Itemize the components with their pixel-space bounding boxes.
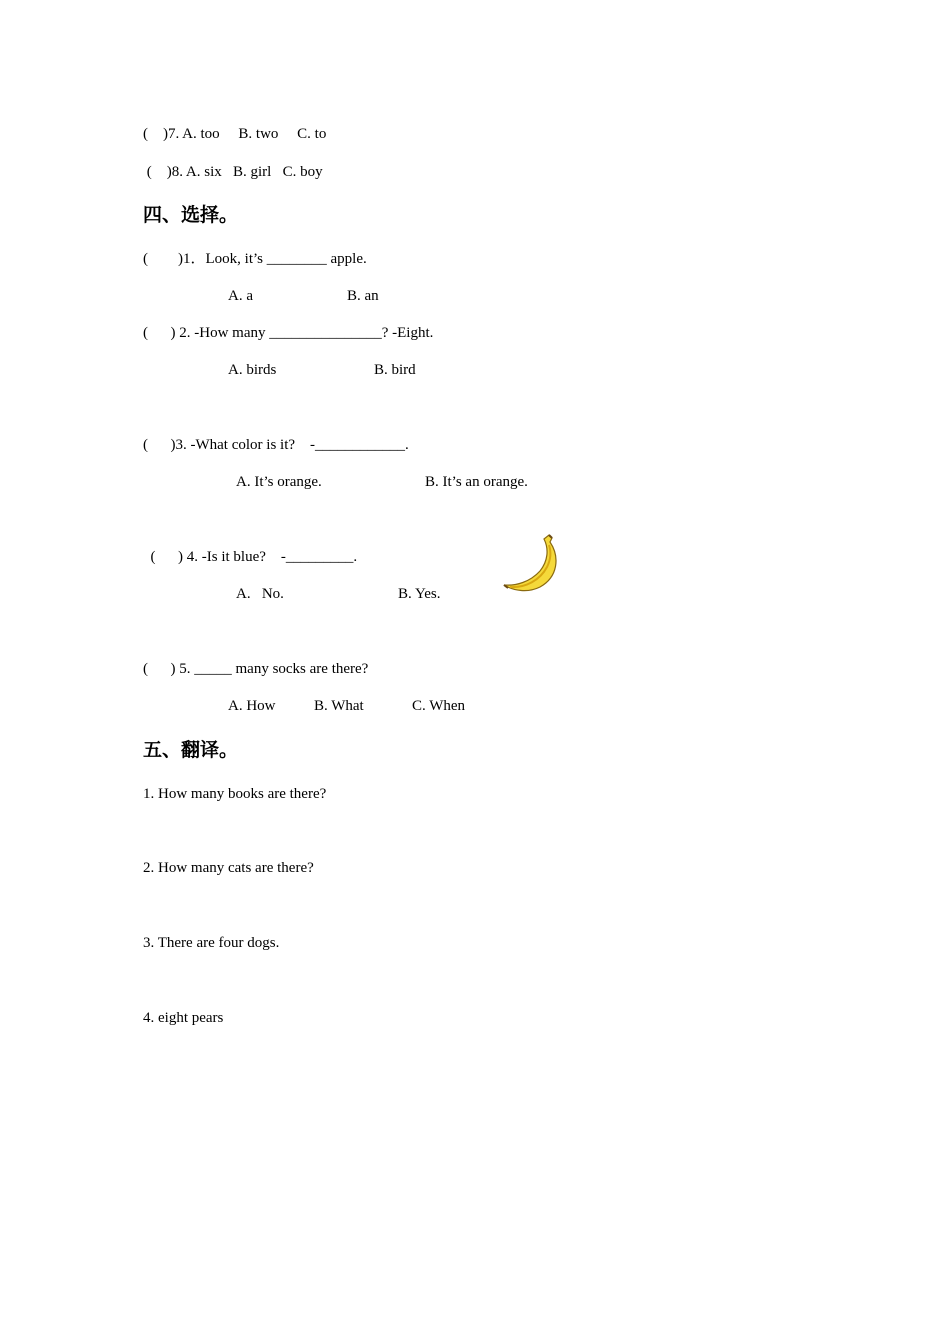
choice-3-option-a: A. It’s orange. [236, 474, 322, 490]
choice-question-4: ( ) 4. -Is it blue? -_________. [143, 549, 358, 565]
translation-item-1: 1. How many books are there? [143, 786, 327, 802]
choice-4-option-a: A. No. [236, 586, 284, 602]
choice-question-5: ( ) 5. _____ many socks are there? [143, 661, 369, 677]
banana-icon [500, 533, 566, 593]
choice-1-option-a: A. a [228, 288, 253, 304]
choice-question-3: ( )3. -What color is it? -____________. [143, 437, 409, 453]
choice-1-option-b: B. an [347, 288, 379, 304]
choice-question-2: ( ) 2. -How many _______________? -Eight. [143, 325, 434, 341]
choice-5-option-b: B. What [314, 698, 364, 714]
choice-5-option-c: C. When [412, 698, 466, 714]
translation-item-4: 4. eight pears [143, 1010, 224, 1026]
choice-question-1: ( )1．Look, it’s ________ apple. [143, 251, 367, 267]
section-5-heading: 五、翻译。 [143, 739, 239, 761]
choice-4-option-b: B. Yes. [398, 586, 441, 602]
question-7: ( )7. A. too B. two C. to [143, 126, 327, 142]
translation-item-2: 2. How many cats are there? [143, 860, 314, 876]
choice-2-option-b: B. bird [374, 362, 416, 378]
translation-item-3: 3. There are four dogs. [143, 935, 280, 951]
section-4-heading: 四、选择。 [143, 204, 239, 226]
question-8: ( )8. A. six B. girl C. boy [143, 164, 323, 180]
choice-3-option-b: B. It’s an orange. [425, 474, 528, 490]
choice-2-option-a: A. birds [228, 362, 277, 378]
choice-5-option-a: A. How [228, 698, 276, 714]
